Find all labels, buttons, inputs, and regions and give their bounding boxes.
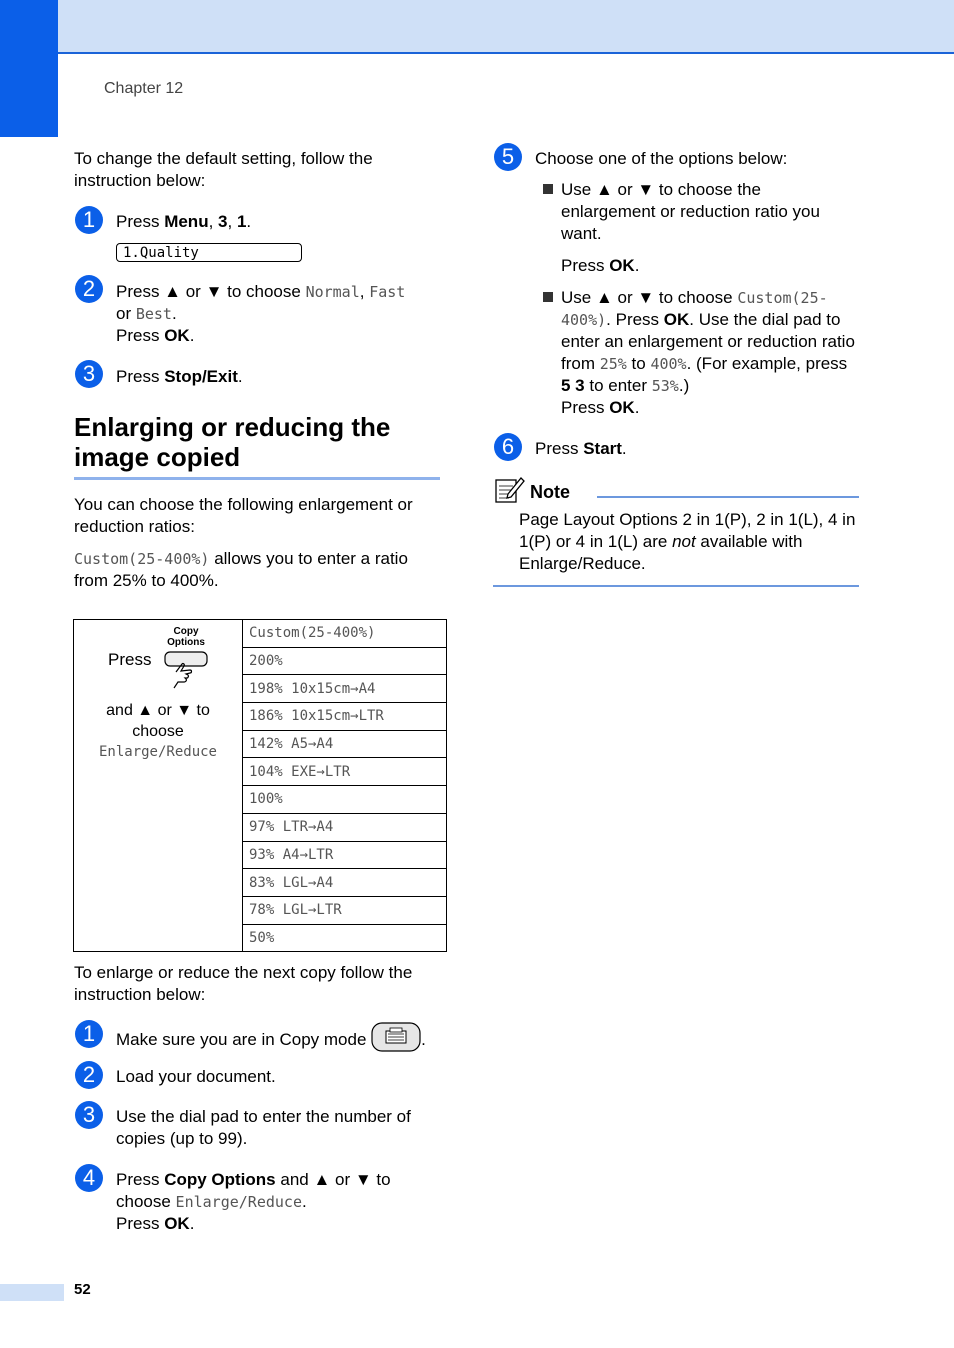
option-ratio-list: Use ▲ or ▼ to choose the enlargement or reduction ratio you want. Press OK. xyxy=(561,180,820,275)
note-top-rule xyxy=(597,496,859,498)
step-number-4: 4 xyxy=(75,1164,103,1192)
chapter-tab xyxy=(0,0,58,137)
ratio-row: 100% xyxy=(243,786,447,814)
note-title: Note xyxy=(530,482,570,502)
note-pencil-icon xyxy=(494,474,526,509)
heading-rule xyxy=(74,477,440,480)
chapter-label: Chapter 12 xyxy=(104,80,184,97)
step-number-3: 3 xyxy=(75,360,103,388)
step-1-copy-mode: Make sure you are in Copy mode . xyxy=(116,1022,446,1058)
ratio-row: 78% LGL→LTR xyxy=(243,896,447,924)
ratio-table xyxy=(73,619,447,952)
step-6-start: Press Start. xyxy=(535,439,627,458)
intro-text: To change the default setting, follow the instruction below: xyxy=(74,149,373,190)
custom-ratio-text: Custom(25-400%) allows you to enter a ratio from 25% to 400%. xyxy=(74,549,408,590)
section-heading: Enlarging or reducing the image copied xyxy=(74,412,391,472)
step-number-3: 3 xyxy=(75,1101,103,1129)
ratio-row: 83% LGL→A4 xyxy=(243,869,447,897)
step-number-1: 1 xyxy=(75,206,103,234)
ratio-row: 198% 10x15cm→A4 xyxy=(243,675,447,703)
copy-options-caption: Copy Options xyxy=(167,626,205,648)
ratio-row: 142% A5→A4 xyxy=(243,730,447,758)
ratio-row: 186% 10x15cm→LTR xyxy=(243,703,447,731)
next-copy-intro: To enlarge or reduce the next copy follow the instruction below: xyxy=(74,963,413,1004)
ratio-row: 104% EXE→LTR xyxy=(243,758,447,786)
bullet-icon xyxy=(543,292,553,302)
ratios-intro: You can choose the following enlargement or reduction ratios: xyxy=(74,495,413,536)
table-instruction-cell xyxy=(74,620,243,952)
note-bottom-rule xyxy=(493,585,859,587)
step-2-load: Load your document. xyxy=(116,1067,276,1086)
step-5-choose: Choose one of the options below: xyxy=(535,149,788,168)
bullet-icon xyxy=(543,184,553,194)
step-3-dial-pad: Use the dial pad to enter the number of copies (up to 99). xyxy=(116,1107,411,1148)
table-press-label: Press xyxy=(108,650,152,669)
ratio-row: Custom(25-400%) xyxy=(243,620,447,648)
table-choose-text: and ▲ or ▼ to choose Enlarge/Reduce xyxy=(98,702,217,760)
ratio-row: 97% LTR→A4 xyxy=(243,813,447,841)
copy-mode-button-icon xyxy=(371,1022,421,1058)
step-default-2: Press ▲ or ▼ to choose Normal, Fast or Best. Press OK. xyxy=(116,282,406,345)
step-number-2: 2 xyxy=(75,275,103,303)
option-custom-ratio: Use ▲ or ▼ to choose Custom(25- 400%). Press OK. Use the dial pad to enter an enlargement or reduction ratio from 25% to 400%. (For example, press 5 3 to enter 53%.) Press OK. xyxy=(561,288,855,417)
step-number-5: 5 xyxy=(494,143,522,171)
step-default-3: Press Stop/Exit. xyxy=(116,367,243,386)
header-bar xyxy=(58,0,954,54)
step-number-6: 6 xyxy=(494,433,522,461)
page-number: 52 xyxy=(74,1281,91,1298)
ratio-row: 50% xyxy=(243,924,447,952)
step-4-copy-options: Press Copy Options and ▲ or ▼ to choose Enlarge/Reduce. Press OK. xyxy=(116,1170,391,1233)
ratio-row: 200% xyxy=(243,647,447,675)
step-number-1: 1 xyxy=(75,1020,103,1048)
step-default-1: Press Menu, 3, 1. xyxy=(116,212,252,231)
footer-bar xyxy=(0,1284,64,1301)
copy-options-button-icon xyxy=(162,650,210,699)
note-text: Page Layout Options 2 in 1(P), 2 in 1(L), 4 in 1(P) or 4 in 1(L) are not available with Enlarge/Reduce. xyxy=(519,510,856,573)
ratio-row: 93% A4→LTR xyxy=(243,841,447,869)
step-number-2: 2 xyxy=(75,1061,103,1089)
lcd-display: 1.Quality xyxy=(116,243,302,262)
